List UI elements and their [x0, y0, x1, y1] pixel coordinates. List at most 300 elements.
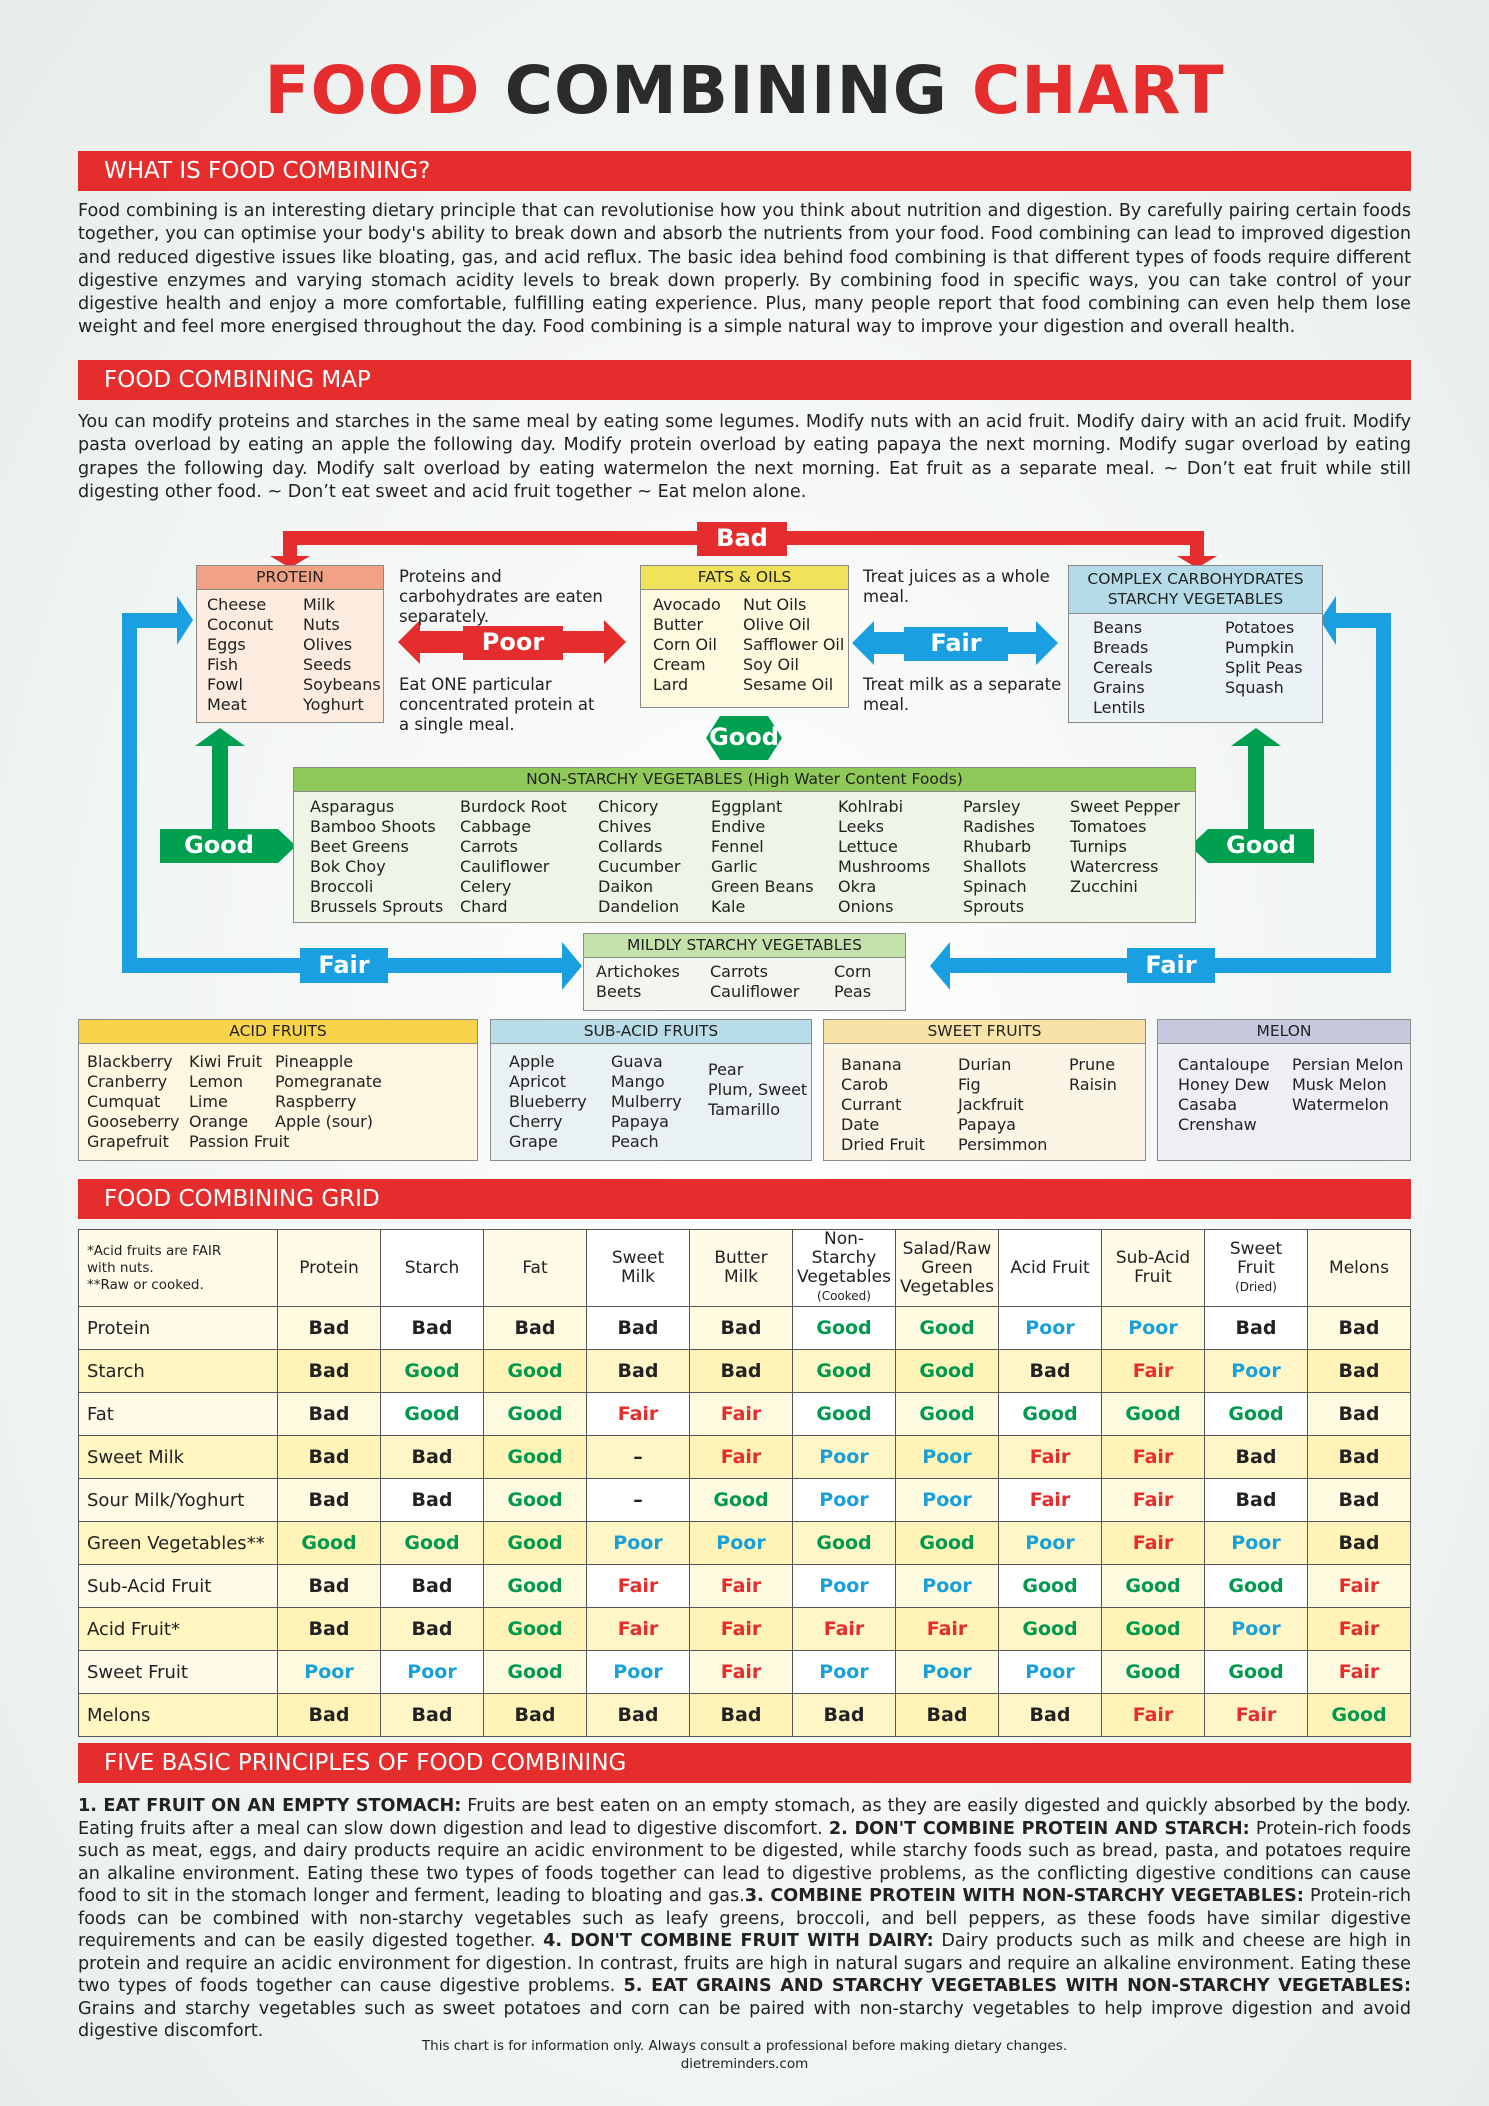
list-item: Shallots	[963, 857, 1027, 876]
grid-row	[79, 1608, 1411, 1651]
melon-box	[1157, 1019, 1411, 1161]
column-header-line: Butter	[714, 1248, 768, 1268]
grid-cell: Fair	[690, 1436, 793, 1479]
fats-col-1	[653, 595, 721, 695]
acid-col-1	[87, 1052, 180, 1152]
list-item: Raspberry	[275, 1092, 357, 1111]
grid-cell: Fair	[1102, 1479, 1205, 1522]
grid-cell: Good	[896, 1393, 999, 1436]
grid-cell: Fair	[1102, 1694, 1205, 1737]
grid-cell: Bad	[381, 1565, 484, 1608]
list-item: Orange	[189, 1112, 249, 1131]
grid-corner-note	[79, 1230, 278, 1307]
grid-cell: Fair	[1205, 1694, 1308, 1737]
grid-cell: Poor	[793, 1479, 896, 1522]
grid-cell: Good	[1102, 1608, 1205, 1651]
grid-cell: Bad	[1205, 1307, 1308, 1350]
principle-1-heading: 1. EAT FRUIT ON AN EMPTY STOMACH:	[78, 1796, 462, 1816]
grid-cell: Bad	[1308, 1436, 1411, 1479]
list-item: Broccoli	[310, 877, 374, 896]
list-item: Avocado	[653, 595, 721, 614]
list-item: Crenshaw	[1178, 1115, 1257, 1134]
grid-cell: Poor	[999, 1651, 1102, 1694]
grid-cell: Fair	[793, 1608, 896, 1651]
grid-cell: Poor	[1205, 1350, 1308, 1393]
list-item: Dried Fruit	[841, 1135, 925, 1154]
column-header-line: Vegetables	[900, 1276, 994, 1297]
grid-cell: Bad	[587, 1350, 690, 1393]
list-item: Bok Choy	[310, 857, 386, 876]
column-header-line: Salad/Raw	[902, 1238, 992, 1259]
list-item: Passion Fruit	[189, 1132, 290, 1151]
label-poor: Poor	[481, 628, 545, 656]
acid-col-3	[275, 1052, 382, 1132]
grid-cell: Bad	[278, 1436, 381, 1479]
list-item: Onions	[838, 897, 894, 916]
principle-1-text: Fruits are best eaten on an empty stomach, as they are easily digested and quickly absorbed by the body. Eating fruits after a meal can slow down digestion and lead to digestive discomfort.	[78, 1796, 1411, 1839]
grid-cell: Good	[278, 1522, 381, 1565]
list-item: Mushrooms	[838, 857, 931, 876]
grid-cell: Bad	[793, 1694, 896, 1737]
grid-cell: Poor	[896, 1651, 999, 1694]
nonstarchy-col-2	[460, 797, 567, 917]
list-item: Green Beans	[711, 877, 814, 896]
nonstarchy-col-6	[963, 797, 1035, 917]
grid-cell: Good	[484, 1436, 587, 1479]
grid-cell: Poor	[999, 1307, 1102, 1350]
fats-col-2	[743, 595, 844, 695]
list-item: Lime	[189, 1092, 228, 1111]
list-item: Sweet Pepper	[1070, 797, 1180, 816]
list-item: Soybeans	[303, 675, 381, 694]
grid-cell: Good	[484, 1522, 587, 1565]
list-item: Tamarillo	[708, 1100, 781, 1119]
grid-cell: Fair	[690, 1565, 793, 1608]
list-item: Carrots	[460, 837, 518, 856]
subacid-fruits-box	[490, 1019, 812, 1161]
nonstarchy-col-5	[838, 797, 930, 917]
grid-cell: Poor	[381, 1651, 484, 1694]
subacid-title: SUB-ACID FRUITS	[491, 1020, 811, 1044]
grid-cell: Bad	[1308, 1307, 1411, 1350]
grid-cell: Good	[1205, 1651, 1308, 1694]
grid-row	[79, 1436, 1411, 1479]
grid-row-label: Sour Milk/Yoghurt	[79, 1479, 278, 1522]
grid-cell: Good	[793, 1350, 896, 1393]
grid-cell: Bad	[1205, 1479, 1308, 1522]
grid-cell: Good	[484, 1350, 587, 1393]
column-header-line: Milk	[621, 1267, 655, 1287]
column-header-line: Milk	[724, 1267, 758, 1287]
principles-text	[78, 1795, 1411, 2043]
sweet-col-2	[958, 1055, 1047, 1155]
grid-cell: Fair	[999, 1479, 1102, 1522]
melon-col-2	[1292, 1055, 1403, 1115]
list-item: Persian Melon	[1292, 1055, 1404, 1074]
list-item: Grape	[509, 1132, 558, 1151]
grid-column-header	[1205, 1230, 1308, 1307]
grid-cell: Poor	[1102, 1307, 1205, 1350]
column-header-line: Protein	[299, 1257, 359, 1278]
grid-cell: Poor	[896, 1436, 999, 1479]
list-item: Cantaloupe	[1178, 1055, 1270, 1074]
grid-row	[79, 1393, 1411, 1436]
list-item: Yoghurt	[303, 695, 364, 714]
protein-title: PROTEIN	[197, 566, 383, 590]
list-item: Peas	[834, 982, 872, 1001]
grid-cell: Bad	[381, 1436, 484, 1479]
grid-cell: Bad	[278, 1393, 381, 1436]
grid-column-header	[278, 1230, 381, 1307]
list-item: Currant	[841, 1095, 902, 1114]
section-heading-grid: FOOD COMBINING GRID	[78, 1179, 1411, 1219]
label-fair-mid: Fair	[930, 629, 982, 657]
list-item: Safflower Oil	[743, 635, 845, 654]
nonstarchy-col-1	[310, 797, 443, 917]
grid-cell: Bad	[1308, 1522, 1411, 1565]
grid-cell: Bad	[381, 1479, 484, 1522]
list-item: Olive Oil	[743, 615, 811, 634]
list-item: Cucumber	[598, 857, 681, 876]
list-item: Papaya	[958, 1115, 1016, 1134]
section-text-map: You can modify proteins and starches in the same meal by eating some legumes. Modify nuts with an acid fruit. Modify dairy with an acid fruit. Modify pasta overload by eating an apple the following day. Modify protein overload by eating papaya the next morning. Modify sugar overload by eating grapes the following day. Modify salt overload by eating watermelon the next morning. Eat fruit as a separate meal. ~ Don’t eat fruit while still digesting other food. ~ Don’t eat sweet and acid fruit together ~ Eat melon alone.	[78, 412, 1411, 502]
list-item: Olives	[303, 635, 353, 654]
list-item: Parsley	[963, 797, 1021, 816]
grid-row	[79, 1694, 1411, 1737]
label-good-right: Good	[1226, 831, 1296, 859]
section-heading-map: FOOD COMBINING MAP	[78, 360, 1411, 400]
list-item: Nuts	[303, 615, 340, 634]
grid-cell: Fair	[1308, 1651, 1411, 1694]
corner-note-line: with nuts.	[87, 1259, 154, 1276]
grid-cell: Poor	[1205, 1522, 1308, 1565]
label-good-center: Good	[709, 723, 779, 751]
nonstarchy-box	[293, 767, 1196, 923]
grid-column-header	[1102, 1230, 1205, 1307]
grid-cell: Poor	[793, 1565, 896, 1608]
nonstarchy-col-3	[598, 797, 680, 917]
list-item: Blueberry	[509, 1092, 587, 1111]
list-item: Cherry	[509, 1112, 563, 1131]
grid-body	[79, 1307, 1411, 1737]
grid-cell: Fair	[1308, 1565, 1411, 1608]
list-item: Celery	[460, 877, 512, 896]
principle-2-text: Protein-rich foods such as meat, eggs, and dairy products require an acidic environment to be digested, while starchy foods such as bread, pasta, and potatoes require an alkaline environment. Eating these two types of foods together can lead to digestive problems, as the conflicting digestive conditions can cause food to sit in the stomach longer and ferment, leading to bloating and gas.	[78, 1818, 1411, 1906]
list-item: Fig	[958, 1075, 981, 1094]
list-item: Guava	[611, 1052, 663, 1071]
list-item: Beet Greens	[310, 837, 409, 856]
column-header-line: Non-Starchy	[811, 1229, 877, 1268]
label-good-left: Good	[184, 831, 254, 859]
label-bad-top: Bad	[716, 524, 768, 552]
grid-cell: Good	[793, 1393, 896, 1436]
grid-cell: Poor	[896, 1565, 999, 1608]
grid-cell: –	[587, 1479, 690, 1522]
grid-row-label: Fat	[79, 1393, 278, 1436]
principle-2-heading: 2. DON'T COMBINE PROTEIN AND STARCH:	[828, 1818, 1250, 1839]
sweet-col-3	[1069, 1055, 1117, 1095]
principle-3-heading: 3. COMBINE PROTEIN WITH NON-STARCHY VEGETABLES:	[744, 1886, 1304, 1906]
list-item: Grains	[1093, 678, 1145, 697]
list-item: Eggs	[207, 635, 246, 654]
sweet-col-1	[841, 1055, 925, 1155]
grid-cell: Fair	[690, 1651, 793, 1694]
grid-cell: Fair	[1102, 1522, 1205, 1565]
grid-cell: Good	[484, 1479, 587, 1522]
list-item: Sesame Oil	[743, 675, 834, 694]
protein-col-1	[207, 595, 273, 715]
list-item: Endive	[711, 817, 766, 836]
grid-cell: Good	[999, 1565, 1102, 1608]
list-item: Blackberry	[87, 1052, 173, 1071]
grid-cell: Bad	[278, 1608, 381, 1651]
carbs-box	[1068, 565, 1323, 723]
list-item: Cauliflower	[710, 982, 800, 1001]
carbs-title-line-1: COMPLEX CARBOHYDRATES	[1087, 570, 1304, 588]
column-header-line: (Dried)	[1235, 1279, 1277, 1294]
list-item: Papaya	[611, 1112, 669, 1131]
note-juices: Treat juices as a whole meal.	[863, 567, 1050, 606]
grid-cell: Good	[484, 1393, 587, 1436]
grid-row-label: Sweet Milk	[79, 1436, 278, 1479]
list-item: Lard	[653, 675, 689, 694]
grid-row	[79, 1479, 1411, 1522]
list-item: Chives	[598, 817, 652, 836]
melon-col-1	[1178, 1055, 1270, 1135]
grid-cell: Good	[484, 1651, 587, 1694]
list-item: Cream	[653, 655, 706, 674]
list-item: Kiwi Fruit	[189, 1052, 263, 1071]
protein-box	[196, 565, 384, 723]
grid-cell: Bad	[896, 1694, 999, 1737]
list-item: Milk	[303, 595, 335, 614]
column-header-line: Melons	[1329, 1257, 1389, 1278]
grid-cell: Good	[793, 1522, 896, 1565]
grid-cell: Good	[1308, 1694, 1411, 1737]
grid-row	[79, 1307, 1411, 1350]
list-item: Persimmon	[958, 1135, 1048, 1154]
grid-cell: Poor	[999, 1522, 1102, 1565]
grid-row	[79, 1522, 1411, 1565]
column-header-line: Fruit	[1237, 1257, 1275, 1278]
list-item: Grapefruit	[87, 1132, 169, 1151]
grid-cell: Good	[896, 1522, 999, 1565]
list-item: Beets	[596, 982, 642, 1001]
grid-cell: Fair	[1102, 1350, 1205, 1393]
list-item: Brussels Sprouts	[310, 897, 444, 916]
list-item: Pear	[708, 1060, 744, 1079]
list-item: Date	[841, 1115, 880, 1134]
note-protein-carbs: Proteins and carbohydrates are eaten separately.	[399, 567, 603, 626]
subacid-col-3	[708, 1060, 807, 1120]
list-item: Carob	[841, 1075, 889, 1094]
list-item: Fowl	[207, 675, 243, 694]
list-item: Lentils	[1093, 698, 1146, 717]
footer-website: dietreminders.com	[680, 2056, 809, 2072]
column-header-line: Sweet	[611, 1248, 665, 1268]
section-text-what-is: Food combining is an interesting dietary principle that can revolutionise how you think about nutrition and digestion. By carefully pairing certain foods together, you can optimise your body's ability to break down and absorb the nutrients from your food. Food combining can lead to improved digestion and reduced digestive issues like bloating, gas, and acid reflux. The basic idea behind food combining is that different types of foods require different digestive enzymes and varying stomach acidity levels to break down properly. By combining food in specific ways, you can take control of your digestive health and enjoy a more comfortable, fulfilling eating experience. Plus, many people report that food combining can even help them lose weight and feel more energised throughout the day. Food combining is a simple natural way to improve your digestion and overall health.	[78, 201, 1411, 338]
grid-cell: Bad	[1205, 1436, 1308, 1479]
principle-5-heading: 5. EAT GRAINS AND STARCHY VEGETABLES WITH NON-STARCHY VEGETABLES:	[623, 1976, 1411, 1996]
grid-cell: Good	[1205, 1393, 1308, 1436]
list-item: Okra	[838, 877, 877, 896]
list-item: Kale	[711, 897, 746, 916]
list-item: Beans	[1093, 618, 1143, 637]
grid-cell: Good	[1102, 1651, 1205, 1694]
list-item: Turnips	[1070, 837, 1127, 856]
subacid-col-1	[509, 1052, 587, 1152]
grid-cell: Good	[381, 1350, 484, 1393]
grid-cell: Fair	[999, 1436, 1102, 1479]
list-item: Squash	[1225, 678, 1284, 697]
list-item: Potatoes	[1225, 618, 1295, 637]
grid-column-header	[381, 1230, 484, 1307]
list-item: Mango	[611, 1072, 665, 1091]
protein-col-2	[303, 595, 381, 715]
grid-cell: Good	[381, 1522, 484, 1565]
list-item: Carrots	[710, 962, 768, 981]
grid-cell: Bad	[690, 1350, 793, 1393]
list-item: Sprouts	[963, 897, 1025, 916]
grid-cell: Bad	[381, 1608, 484, 1651]
mildly-col-1	[596, 962, 680, 1002]
list-item: Pineapple	[275, 1052, 354, 1071]
grid-cell: Fair	[690, 1393, 793, 1436]
column-header-line: Sub-Acid	[1115, 1248, 1191, 1268]
principle-5-text: Grains and starchy vegetables such as sweet potatoes and corn can be paired with non-starchy vegetables to help improve digestion and avoid digestive discomfort.	[78, 1998, 1411, 2041]
grid-cell: Poor	[278, 1651, 381, 1694]
food-combining-grid	[78, 1229, 1411, 1737]
grid-cell: Bad	[999, 1350, 1102, 1393]
label-fair-left: Fair	[318, 951, 370, 979]
grid-cell: Fair	[1102, 1436, 1205, 1479]
grid-cell: Bad	[1308, 1393, 1411, 1436]
list-item: Watercress	[1070, 857, 1159, 876]
nonstarchy-title: NON-STARCHY VEGETABLES (High Water Content Foods)	[294, 768, 1195, 792]
list-item: Kohlrabi	[838, 797, 904, 816]
grid-row-label: Green Vegetables**	[79, 1522, 278, 1565]
list-item: Bamboo Shoots	[310, 817, 436, 836]
grid-cell: Bad	[587, 1307, 690, 1350]
grid-cell: –	[587, 1436, 690, 1479]
list-item: Lemon	[189, 1072, 243, 1091]
mildly-title: MILDLY STARCHY VEGETABLES	[584, 934, 905, 958]
list-item: Radishes	[963, 817, 1035, 836]
nonstarchy-col-4	[711, 797, 814, 917]
footer-disclaimer: This chart is for information only. Always consult a professional before making dietary changes.	[421, 2038, 1068, 2054]
list-item: Gooseberry	[87, 1112, 180, 1131]
list-item: Watermelon	[1292, 1095, 1389, 1114]
list-item: Apple (sour)	[275, 1112, 373, 1131]
grid-cell: Good	[690, 1479, 793, 1522]
grid-column-header	[793, 1230, 896, 1307]
list-item: Coconut	[207, 615, 274, 634]
list-item: Cauliflower	[460, 857, 550, 876]
list-item: Chard	[460, 897, 508, 916]
grid-column-header	[484, 1230, 587, 1307]
grid-cell: Bad	[484, 1694, 587, 1737]
grid-cell: Good	[381, 1393, 484, 1436]
grid-cell: Bad	[999, 1694, 1102, 1737]
principle-4-text: Dairy products such as milk and cheese are high in protein and require an acidic environment for digestion. In contrast, fruits are high in natural sugars and require an alkaline environment. Eating these two types of foods together can cause digestive problems.	[78, 1931, 1411, 1996]
grid-cell: Good	[484, 1565, 587, 1608]
sweet-fruits-box	[823, 1019, 1146, 1161]
carbs-col-1	[1093, 618, 1153, 718]
grid-column-header	[999, 1230, 1102, 1307]
list-item: Pumpkin	[1225, 638, 1295, 657]
column-header-line: Sweet	[1229, 1238, 1283, 1259]
grid-cell: Bad	[278, 1565, 381, 1608]
list-item: Fennel	[711, 837, 764, 856]
list-item: Burdock Root	[460, 797, 567, 816]
list-item: Mulberry	[611, 1092, 682, 1111]
grid-cell: Good	[999, 1608, 1102, 1651]
list-item: Jackfruit	[958, 1095, 1024, 1114]
list-item: Musk Melon	[1292, 1075, 1387, 1094]
sweet-title: SWEET FRUITS	[824, 1020, 1145, 1044]
principle-3-text: Protein-rich foods can be combined with non-starchy vegetables such as leafy greens, broccoli, and bell peppers, as these foods have similar digestive requirements and can be easily digested together.	[78, 1886, 1411, 1951]
subacid-col-2	[611, 1052, 682, 1152]
grid-cell: Good	[1205, 1565, 1308, 1608]
grid-cell: Bad	[381, 1694, 484, 1737]
column-header-line: Green	[921, 1257, 973, 1278]
grid-row	[79, 1350, 1411, 1393]
list-item: Cranberry	[87, 1072, 168, 1091]
carbs-title-line-2: STARCHY VEGETABLES	[1107, 590, 1284, 608]
grid-cell: Bad	[278, 1479, 381, 1522]
list-item: Casaba	[1178, 1095, 1238, 1114]
carbs-col-2	[1225, 618, 1303, 698]
column-header-line: Fat	[522, 1257, 548, 1278]
list-item: Banana	[841, 1055, 902, 1074]
grid-row-label: Acid Fruit*	[79, 1608, 278, 1651]
section-heading-what-is: WHAT IS FOOD COMBINING?	[78, 151, 1411, 191]
nonstarchy-col-7	[1070, 797, 1180, 897]
list-item: Corn	[834, 962, 872, 981]
grid-cell: Poor	[793, 1651, 896, 1694]
mildly-col-3	[834, 962, 871, 1002]
grid-cell: Poor	[587, 1651, 690, 1694]
grid-row-label: Sub-Acid Fruit	[79, 1565, 278, 1608]
title-word-chart: CHART	[971, 52, 1225, 129]
list-item: Leeks	[838, 817, 884, 836]
list-item: Daikon	[598, 877, 654, 896]
column-header-line: Starch	[404, 1257, 460, 1278]
corner-note-line: **Raw or cooked.	[87, 1276, 204, 1293]
list-item: Asparagus	[310, 797, 395, 816]
column-header-line: Acid Fruit	[1010, 1257, 1090, 1278]
list-item: Seeds	[303, 655, 352, 674]
list-item: Meat	[207, 695, 247, 714]
grid-cell: Poor	[793, 1436, 896, 1479]
grid-row	[79, 1565, 1411, 1608]
list-item: Peach	[611, 1132, 659, 1151]
grid-cell: Bad	[278, 1694, 381, 1737]
list-item: Honey Dew	[1178, 1075, 1270, 1094]
label-fair-right: Fair	[1145, 951, 1197, 979]
column-header-line: Fruit	[1134, 1267, 1172, 1287]
grid-row-label: Starch	[79, 1350, 278, 1393]
grid-cell: Good	[896, 1350, 999, 1393]
list-item: Cumquat	[87, 1092, 161, 1111]
acid-fruits-box	[78, 1019, 478, 1161]
list-item: Durian	[958, 1055, 1012, 1074]
grid-cell: Fair	[690, 1608, 793, 1651]
list-item: Rhubarb	[963, 837, 1032, 856]
note-eat-one: Eat ONE particular concentrated protein at a single meal.	[399, 675, 595, 734]
list-item: Prune	[1069, 1055, 1116, 1074]
grid-cell: Bad	[484, 1307, 587, 1350]
